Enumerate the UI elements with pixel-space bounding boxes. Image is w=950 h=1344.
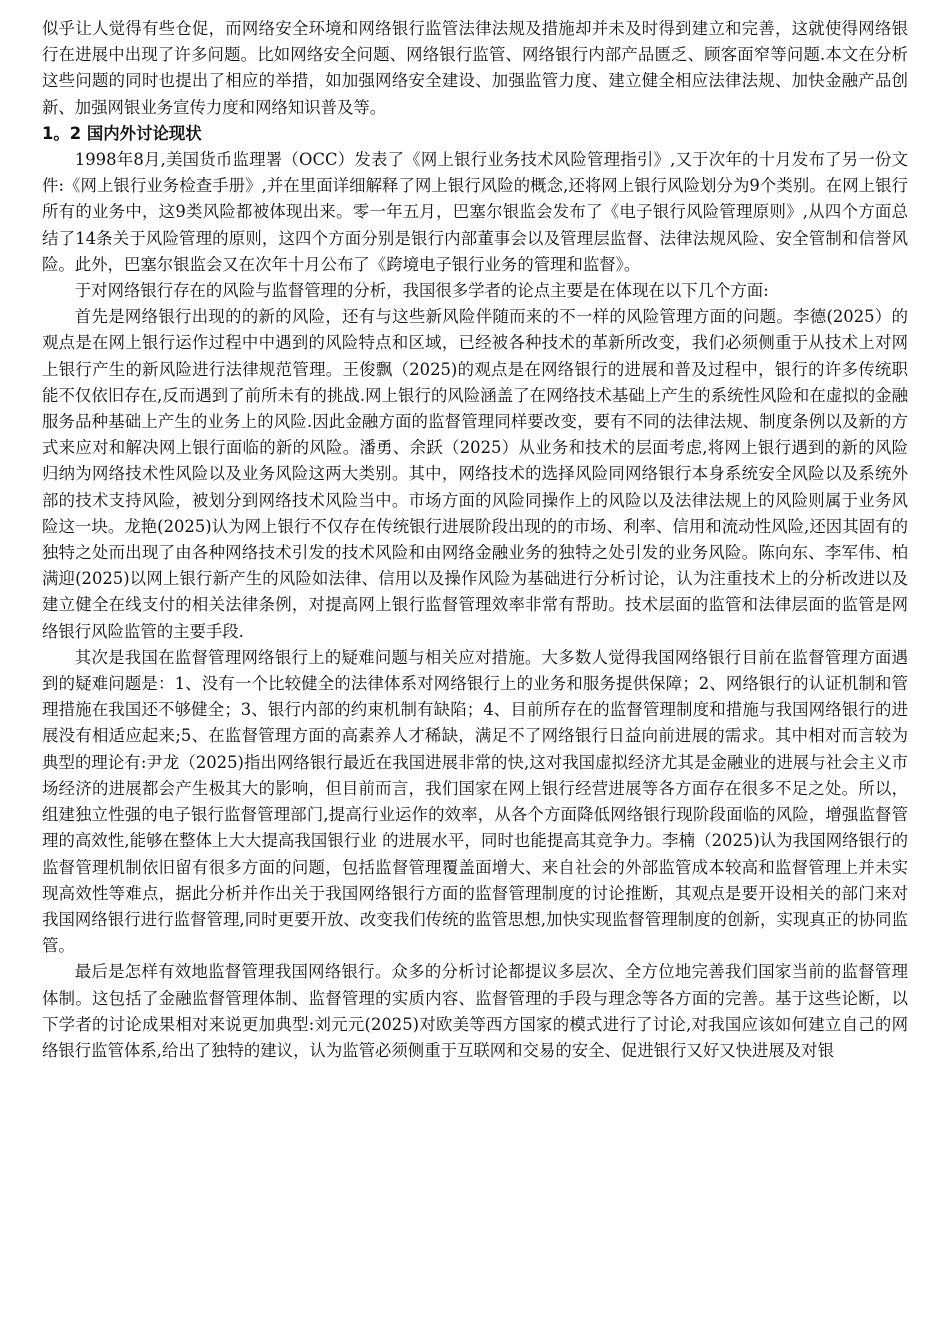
paragraph-regulatory-problems: 其次是我国在监督管理网络银行上的疑难问题与相关应对措施。大多数人觉得我国网络银行目前在监督管理方面遇到的疑难问题是：1、没有一个比较健全的法律体系对网络银行上的业务和服务提供保障；2、网络银行的认证机制和管理措施在我国还不够健全；3、银行内部的约束机制有缺陷；4、目前所存在的监督管理制度和措施与我国网络银行的进展没有相适应起来;5、在监督管理方面的高素养人才稀缺，满足不了网络银行日益向前进展的需求。其中相对而言较为典型的理论有:尹龙（2025)指出网络银行最近在我国进展非常的快,这对我国虚拟经济尤其是金融业的进展与社会主义市场经济的进展都会产生极其大的影响，但目前而言，我们国家在网上银行经营进展等各方面存在很多不足之处。所以，组建独立性强的电子银行监督管理部门,提高行业运作的效率，从各个方面降低网络银行现阶段面临的风险，增强监督管理的高效性,能够在整体上大大提高我国银行业 的进展水平，同时也能提高其竞争力。李楠（2025)认为我国网络银行的监督管理机制依旧留有很多方面的问题，包括监督管理覆盖面增大、来自社会的外部监管成本较高和监督管理上并未实现高效性等难点，据此分析并作出关于我国网络银行方面的监督管理制度的讨论推断，其观点是要开设相关的部门来对我国网络银行进行监督管理,同时更要开放、改变我们传统的监管思想,加快实现监督管理制度的创新，实现真正的协同监管。: [42, 647, 908, 956]
section-heading: 1。2 国内外讨论现状: [42, 123, 202, 143]
paragraph-domestic-intro: 于对网络银行存在的风险与监督管理的分析，我国很多学者的论点主要是在体现在以下几个方面:: [74, 281, 769, 301]
paragraph-new-risks: 首先是网络银行出现的的新的风险，还有与这些新风险伴随而来的不一样的风险管理方面的问题。李德(2025）的观点是在网上银行运作过程中中遇到的风险特点和区域，已经被各种技术的革新所改变，我们必须侧重于从技术上对网上银行产生的新风险进行法律规范管理。王俊飘（2025)的观点是在网络银行的进展和普及过程中，银行的许多传统职能不仅依旧存在,反而遇到了前所未有的挑战.网上银行的风险涵盖了在网络技术基础上产生的系统性风险和在虚拟的金融服务品种基础上产生的业务上的风险.因此金融方面的监督管理同样要改变，要有不同的法律法规、制度条例以及新的方式来应对和解决网上银行面临的新的风险。潘勇、余跃（2025）从业务和技术的层面考虑,将网上银行遇到的新的风险归纳为网络技术性风险以及业务风险这两大类别。其中，网络技术的选择风险同网络银行本身系统安全风险以及系统外部的技术支持风险，被划分到网络技术风险当中。市场方面的风险同操作上的风险以及法律法规上的风险则属于业务风险这一块。龙艳(2025)认为网上银行不仅存在传统银行进展阶段出现的的市场、利率、信用和流动性风险,还因其固有的独特之处而出现了由各种网络技术引发的技术风险和由网络金融业务的独特之处引发的业务风险。陈向东、李军伟、柏满迎(2025)以网上银行新产生的风险如法律、信用以及操作风险为基础进行分析讨论，认为注重技术上的分析改进以及建立健全在线支付的相关法律条例，对提高网上银行监督管理效率非常有帮助。技术层面的监管和法律层面的监管是网络银行风险监管的主要手段.: [42, 307, 908, 641]
paragraph-effective-supervision: 最后是怎样有效地监督管理我国网络银行。众多的分析讨论都提议多层次、全方位地完善我们国家当前的监督管理体制。这包括了金融监督管理体制、监督管理的实质内容、监督管理的手段与理念等各方面的完善。基于这些论断，以下学者的讨论成果相对来说更加典型:刘元元(2025)对欧美等西方国家的模式进行了讨论,对我国应该如何建立自己的网络银行监管体系,给出了独特的建议，认为监管必须侧重于互联网和交易的安全、促进银行又好又快进展及对银: [42, 962, 908, 1060]
paragraph-foreign-research: 1998年8月,美国货币监理署（OCC）发表了《网上银行业务技术风险管理指引》,又于次年的十月发布了另一份文件:《网上银行业务检查手册》,并在里面详细解释了网上银行风险的概念,还将网上银行风险划分为9个类别。在网上银行所有的业务中，这9类风险都被体现出来。零一年五月，巴塞尔银监会发布了《电子银行风险管理原则》,从四个方面总结了14条关于风险管理的原则，这四个方面分别是银行内部董事会以及管理层监督、法律法规风险、安全管制和信誉风险。此外，巴塞尔银监会又在次年十月公布了《跨境电子银行业务的管理和监督》。: [42, 150, 908, 274]
intro-paragraph: 似乎让人觉得有些仓促，而网络安全环境和网络银行监管法律法规及措施却并未及时得到建立和完善，这就使得网络银行在进展中出现了许多问题。比如网络安全问题、网络银行监管、网络银行内部产品匮乏、顾客面窄等问题.本文在分析这些问题的同时也提出了相应的举措，如加强网络安全建设、加强监管力度、建立健全相应法律法规、加快金融产品创新、加强网银业务宣传力度和网络知识普及等。: [42, 19, 908, 117]
